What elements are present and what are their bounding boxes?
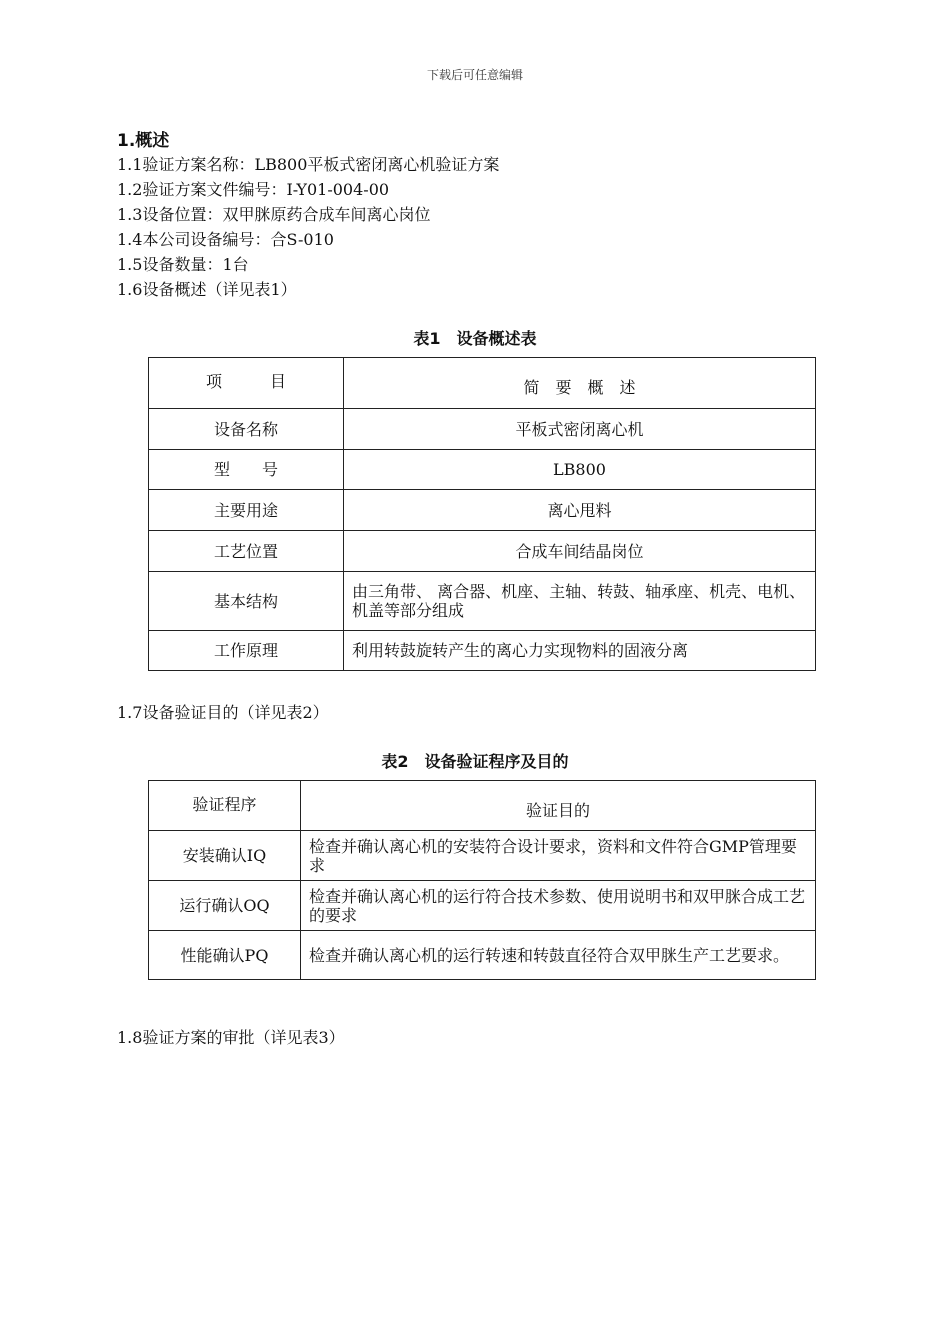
table2-header-purpose: 验证目的 [301,781,816,831]
table-row [149,490,816,531]
table1-cell-value: 合成车间结晶岗位 [344,531,816,572]
table2-cell-procedure: 运行确认OQ [149,881,301,931]
table2-cell-procedure: 性能确认PQ [149,931,301,980]
section-title: 1.概述 [117,131,170,151]
table1-cell-value: 利用转鼓旋转产生的离心力实现物料的固液分离 [344,631,816,671]
line-1-1: 1.1验证方案名称：LB800平板式密闭离心机验证方案 [117,155,500,174]
table1-header-summary: 简 要 概 述 [344,358,816,409]
table-row [149,881,816,931]
table2-cell-purpose: 检查并确认离心机的运行转速和转鼓直径符合双甲脒生产工艺要求。 [301,931,816,980]
line-1-7: 1.7设备验证目的（详见表2） [117,703,329,722]
table-row [149,831,816,881]
table1-header-item: 项 目 [149,358,344,409]
table-2 [148,780,816,980]
table1-cell-label: 主要用途 [149,490,344,531]
line-1-3: 1.3设备位置：双甲脒原药合成车间离心岗位 [117,205,431,224]
table2-cell-purpose: 检查并确认离心机的安装符合设计要求，资料和文件符合GMP管理要求 [301,831,816,881]
table1-cell-label: 型 号 [149,450,344,490]
table1-cell-label: 工作原理 [149,631,344,671]
line-1-6: 1.6设备概述（详见表1） [117,280,297,299]
line-1-8: 1.8验证方案的审批（详见表3） [117,1028,345,1047]
table-row [149,631,816,671]
table2-header-row [149,781,816,831]
table1-cell-value: 平板式密闭离心机 [344,409,816,450]
table1-header-row [149,358,816,409]
line-1-2: 1.2验证方案文件编号：Ⅰ-Y01-004-00 [117,180,390,199]
table1-cell-value: 离心甩料 [344,490,816,531]
table2-cell-purpose: 检查并确认离心机的运行符合技术参数、使用说明书和双甲脒合成工艺的要求 [301,881,816,931]
table1-cell-value: LB800 [344,450,816,490]
table1-cell-value: 由三角带、 离合器、机座、主轴、转鼓、轴承座、机壳、电机、机盖等部分组成 [344,572,816,631]
table-row [149,409,816,450]
table-row [149,572,816,631]
table2-header-procedure: 验证程序 [149,781,301,831]
table1-cell-label: 工艺位置 [149,531,344,572]
line-1-5: 1.5设备数量：1台 [117,255,249,274]
table-row [149,931,816,980]
table-row [149,450,816,490]
table-1 [148,357,816,671]
table-row [149,531,816,572]
table2-cell-procedure: 安装确认IQ [149,831,301,881]
table1-caption: 表1 设备概述表 [413,329,537,348]
table1-cell-label: 基本结构 [149,572,344,631]
table2-caption: 表2 设备验证程序及目的 [381,752,569,771]
line-1-4: 1.4本公司设备编号：合S-010 [117,230,334,249]
table1-cell-label: 设备名称 [149,409,344,450]
header-note: 下载后可任意编辑 [426,68,523,82]
